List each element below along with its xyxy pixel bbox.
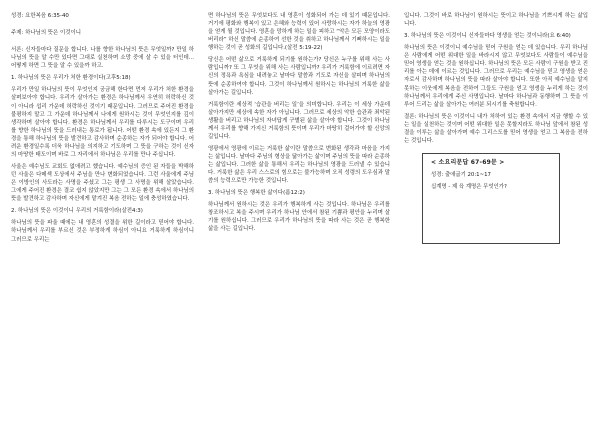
catechism-title: < 소요리문답 67-69문 >: [431, 159, 505, 167]
body-paragraph: 하나님의 뜻은 이것이니 예수님을 믿어 구원을 얻는 데 있습니다. 우리 하나님은 사람에게 어떤 위대한 일을 바라시지 않고 무엇보다도 사람들이 예수님을 믿어 영생을 얻는 것을 원하십니다. 하나님의 뜻은 모든 사람이 구원을 받고 진리를 아는 데에 이르는 것입니다. 그러므로 우리는 예수님을 믿고 영생을 얻은 자로서 감사하며 하나님의 뜻을 따라 살아야 합니다. 또한 아직 예수님을 알지 못하는 이웃에게 복음을 전하여 그들도 구원을 얻고 영생을 누리게 하는 것이 하나님께서 우리에게 주신 사명입니다. 날마다 하나님과 동행하며 그 뜻을 이루어 드리는 삶을 살아가는 여러분 되시기를 축원합니다.: [404, 45, 588, 108]
body-paragraph: 면 하나님의 뜻은 무엇보다도 내 영혼이 성화되어 가는 데 있기 때문입니다. 거기에 평화와 행복이 있고 은혜와 능력이 있어 사랑하시는 자가 하늘의 영광을 얻게 될 것입니다. 영혼을 망하게 하는 일을 피하고 “악은 모든 모양이라도 버리라” 하신 말씀에 순종하여 선한 것을 취하고 하나님께서 기뻐하시는 일을 행하는 것이 곧 성화의 길입니다.(살전 5:19-22): [208, 13, 390, 52]
sermon-topic: 주제: 하나님의 뜻은 이것이니: [11, 30, 82, 37]
conclusion-paragraph: 결론: 하나님의 뜻은 이것이니 내가 처하여 있는 환경 속에서 지금 행할 수 있는 일을 실천하는 것이며 어떤 위대한 일은 못할지라도 하나님 앞에서 참된 성결을 이루는 삶을 살아가며 예수 그리스도를 믿어 영생을 얻고 그 복음을 전하는 것입니다.: [404, 113, 588, 145]
point-1-heading: 1. 하나님의 뜻은 우리가 처한 환경이다(고후5:18): [11, 75, 131, 82]
body-paragraph: 사울은 예수님도 교회도 없애려고 했습니다. 예수님의 증인 된 자들을 박해하던 사울은 다메섹 도상에서 주님을 만나 변화되었습니다. 그런 사울에게 주님은 이방인의 사도라는 사명을 주셨고 그는 평생 그 사명을 위해 살았습니다. 그에게 주어진 환경은 결코 쉽지 않았지만 그는 그 모든 환경 속에서 하나님의 뜻을 발견하고 감사하며 자신에게 맡겨진 복음 전하는 일에 충성하였습니다.: [11, 164, 194, 203]
scripture-reference: 성경: 요한복음 6:35-40: [11, 13, 69, 19]
catechism-question: 십계명 - 제 육 계명은 무엇인가?: [431, 184, 507, 191]
body-paragraph: 하나님의 뜻을 파울 때에는 내 영혼의 성결을 위한 길이라고 믿어야 합니다. 하나님께서 우리를 부르신 것은 부정하게 하심이 아니요 거룩하게 하심이니 그러므로 우리는: [11, 220, 194, 243]
point-heading: 3. 하나님의 뜻은 이것이니 신자들마다 영생을 얻는 것이니라(요 6:40): [404, 33, 571, 40]
body-paragraph: 당신은 어떤 삶으로 거룩하게 되기를 원하는가? 당신은 누구를 위해 사는 사람입니까? 또 그 무엇을 위해 사는 사람입니까? 우리가 거룩함에 이르려면 자신의 정욕과 욕심을 내려놓고 날마다 말씀과 기도로 자신을 살피며 하나님의 뜻에 순종하여야 합니다. 그것이 하나님께서 원하시는 하나님의 거룩한 삶을 살아가는 길입니다.: [208, 57, 390, 96]
column-left: [11, 12, 194, 247]
body-paragraph: 입니다. 그것이 바로 하나님이 원하시는 뜻이고 하나님을 기쁘시게 하는 삶입니다.: [404, 13, 588, 28]
catechism-box: [422, 153, 560, 244]
introduction-paragraph: 서론: 신자들마다 질문을 합니다. 나를 향한 하나님의 뜻은 무엇일까? 만일 하나님의 뜻을 알 수만 있다면 그대로 실천하며 소망 중에 살 수 있을 터인데... 어떻게 하면 그 뜻을 알 수 있을까 하고.: [11, 47, 194, 70]
point-3-heading: 3. 하나님의 뜻은 행복한 삶이다(롬12:2): [208, 190, 305, 197]
column-middle: [208, 12, 390, 237]
body-paragraph: 우리가 만일 하나님의 뜻이 무엇인지 궁금해 한다면 먼저 우리가 처한 환경을 살펴보아야 합니다. 우리가 살아가는 환경은 하나님께서 우연히 허락하신 것이 아니라 섭리 가운데 허락하신 것이기 때문입니다. 그러므로 주어진 환경을 불평하지 말고 그 가운데 하나님께서 나에게 원하시는 것이 무엇인지를 깊이 생각하며 살아야 합니다. 환경은 하나님께서 우리를 다루시는 도구이며 우리를 향한 하나님의 뜻을 드러내는 통로가 됩니다. 어떤 환경 속에 있든지 그 환경을 통해 하나님의 뜻을 발견하고 감사하며 순종하는 자가 되어야 합니다. 어려운 환경일수록 더욱 하나님을 의지하고 기도하며 그 뜻을 구하는 것이 신자의 마땅한 태도이며 바로 그 자리에서 하나님은 우리를 만나 주십니다.: [11, 87, 194, 159]
column-right: [404, 12, 588, 244]
point-2-heading: 2. 하나님의 뜻은 이것이니 우리의 거룩함이라(살전4:3): [11, 208, 143, 215]
catechism-scripture: 성경: 출애굽기 20:1~17: [431, 172, 491, 179]
body-paragraph: 하나님께서 원하시는 것은 우리가 행복하게 사는 것입니다. 하나님은 우리를 창조하시고 복을 주시며 우리가 하나님 안에서 참된 기쁨과 평안을 누리며 살기를 원하십니다. 그러므로 우리가 하나님의 뜻을 따라 사는 것은 곧 행복한 삶을 사는 길입니다.: [208, 202, 390, 233]
body-paragraph: 영광에서 영광에 이르는 거룩한 삶이란 말씀으로 변화된 생각과 마음을 가지는 삶입니다. 날마다 주님의 형상을 닮아가는 삶이며 주님의 뜻을 따라 순종하는 삶입니다. 그러한 삶을 통해서 우리는 하나님의 영광을 드러낼 수 있습니다. 거룩한 삶은 우리 스스로의 힘으로는 불가능하며 오직 성령의 도우심과 말씀의 능력으로만 가능한 것입니다.: [208, 145, 390, 185]
body-paragraph: 거룩함이란 세상적 ‘습관을 버리는 일’을 의미합니다. 우리는 이 세상 가운데 살아가지만 세상에 속한 자가 아닙니다. 그러므로 세상의 악한 습관과 죄악된 생활을 버리고 하나님의 자녀답게 구별된 삶을 살아야 합니다. 그것이 하나님께서 우리를 향해 가지신 거룩함의 뜻이며 우리가 마땅히 걸어가야 할 신앙의 길입니다.: [208, 101, 390, 140]
